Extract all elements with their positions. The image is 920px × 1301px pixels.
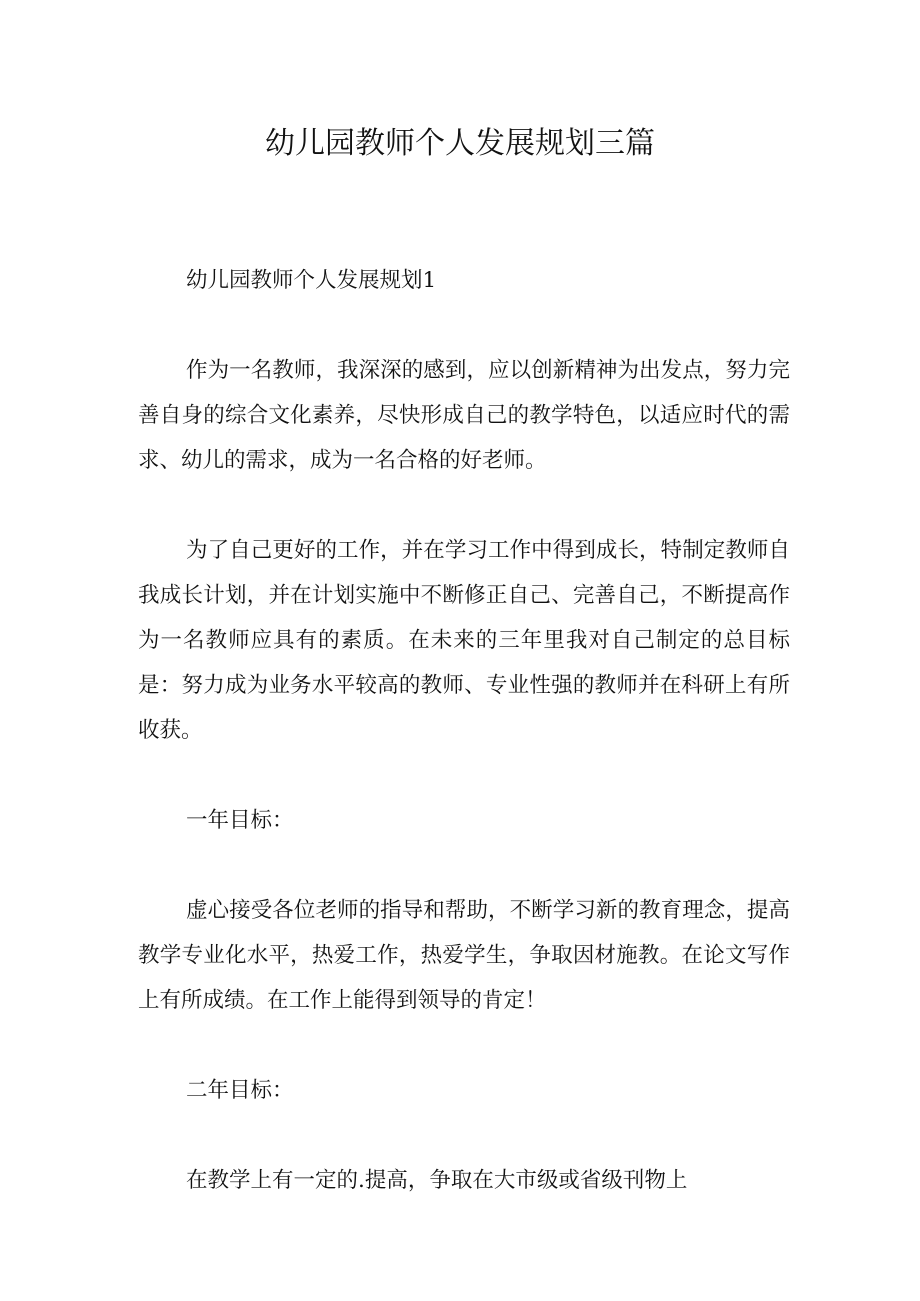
paragraph-intro: 作为一名教师，我深深的感到，应以创新精神为出发点，努力完善自身的综合文化素养，尽快形成自己的教学特色，以适应时代的需求、幼儿的需求，成为一名合格的好老师。 bbox=[138, 358, 790, 473]
document-body bbox=[138, 258, 790, 1203]
section-heading-plan-1: 幼儿园教师个人发展规划1 bbox=[186, 268, 437, 293]
paragraph-year-two-goal: 在教学上有一定的.提高，争取在大市级或省级刊物上 bbox=[186, 1168, 688, 1193]
paragraph-overall-goal: 为了自己更好的工作，并在学习工作中得到成长，特制定教师自我成长计划，并在计划实施中不断修正自己、完善自己，不断提高作为一名教师应具有的素质。在未来的三年里我对自己制定的总目标是：努力成为业务水平较高的教师、专业性强的教师并在科研上有所收获。 bbox=[138, 538, 790, 743]
heading-year-two-goal: 二年目标： bbox=[186, 1078, 294, 1103]
document-title: 幼儿园教师个人发展规划三篇 bbox=[265, 126, 655, 161]
heading-year-one-goal: 一年目标： bbox=[186, 808, 294, 833]
paragraph-year-one-goal: 虚心接受各位老师的指导和帮助，不断学习新的教育理念，提高教学专业化水平，热爱工作，热爱学生，争取因材施教。在论文写作上有所成绩。在工作上能得到领导的肯定！ bbox=[138, 898, 790, 1013]
